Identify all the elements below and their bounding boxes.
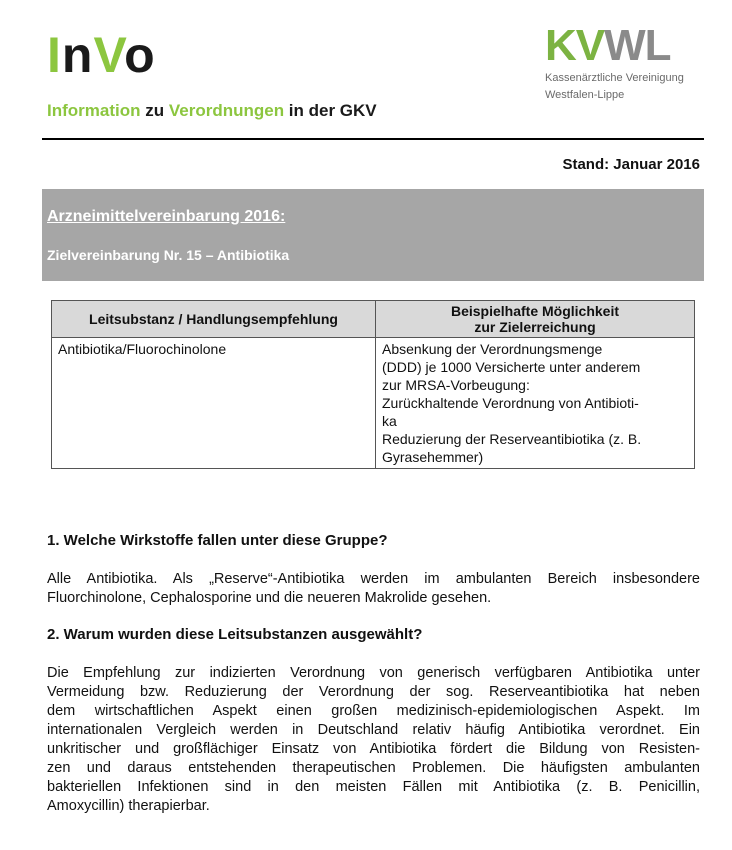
kvwl-logo-kv: KV — [545, 21, 605, 70]
table-cell — [376, 338, 695, 469]
header-divider — [42, 138, 704, 140]
table-cell-line: Gyrasehemmer) — [382, 449, 484, 465]
paragraph-line: Vermeidung bzw. Reduzierung der Verordnung der sog. Reserveantibiotika hat neben — [47, 684, 700, 700]
tagline — [47, 101, 377, 121]
section-heading: 2. Warum wurden diese Leitsubstanzen ausgewählt? — [47, 626, 423, 643]
table-cell-line: zur MRSA-Vorbeugung: — [382, 377, 530, 393]
table-cell-line: Reduzierung der Reserveantibiotika (z. B. — [382, 431, 642, 447]
kvwl-subtitle-line1: Kassenärztliche Vereinigung — [545, 72, 684, 84]
document-title: Arzneimittelvereinbarung 2016: — [47, 208, 286, 225]
paragraph-line: Amoxycillin) therapierbar. — [47, 798, 210, 814]
table-header-row — [52, 301, 695, 338]
table-row — [52, 338, 695, 469]
tagline-part: Verordnungen — [168, 101, 285, 120]
tagline-part: in der GKV — [284, 101, 377, 120]
table-cell-line: Absenkung der Verordnungsmenge — [382, 341, 603, 357]
table-cell-line: (DDD) je 1000 Versicherte unter anderem — [382, 359, 641, 375]
paragraph-line: Fluorchinolone, Cephalosporine und die neueren Makrolide gesehen. — [47, 590, 492, 606]
kvwl-subtitle-line2: Westfalen-Lippe — [545, 89, 625, 101]
section-paragraph — [47, 570, 700, 608]
kvwl-logo-wl: WL — [604, 21, 671, 70]
logo-letter: n — [61, 27, 94, 83]
tagline-part: Information — [47, 101, 141, 120]
logo-letter: V — [93, 27, 125, 83]
paragraph-line: zen und daraus entstehenden therapeutischen Problemen. Die häufigsten ambulanten — [47, 760, 700, 776]
tagline-part: zu — [140, 101, 169, 120]
paragraph-line: unkritischer und großflächiger Einsatz von Antibiotika fördert die Bildung von Resisten- — [47, 741, 700, 757]
section-heading: 1. Welche Wirkstoffe fallen unter diese Gruppe? — [47, 532, 388, 549]
kvwl-logo — [545, 21, 715, 102]
table-cell: Antibiotika/Fluorochinolone — [52, 338, 376, 469]
table-cell-line: Zurückhaltende Verordnung von Antibioti- — [382, 395, 639, 411]
table-header-line: Beispielhafte Möglichkeit — [450, 303, 620, 319]
target-table — [51, 300, 695, 469]
paragraph-line: bakteriellen Infektionen sind in den meisten Fällen mit Antibiotika (z. B. Penicillin, — [47, 779, 700, 795]
table-header-cell: Leitsubstanz / Handlungsempfehlung — [52, 301, 376, 338]
title-box — [42, 189, 704, 281]
paragraph-line: dem wirtschaftlichen Aspekt einen großen medizinisch-epidemiologischen Aspekt. Im — [47, 703, 700, 719]
paragraph-line: Alle Antibiotika. Als „Reserve“-Antibiotika werden im ambulanten Bereich insbesondere — [47, 571, 700, 587]
section-paragraph — [47, 664, 700, 816]
logo-letter: I — [47, 27, 62, 83]
table-header-line: zur Zielerreichung — [474, 319, 596, 335]
paragraph-line: Die Empfehlung zur indizierten Verordnung von generisch verfügbaren Antibiotika unter — [47, 665, 700, 681]
document-date: Stand: Januar 2016 — [562, 156, 700, 173]
paragraph-line: internationalen Vergleich werden in Deutschland relativ häufig Antibiotika verordnet. Ein — [47, 722, 700, 738]
table-header-cell — [376, 301, 695, 338]
document-subtitle: Zielvereinbarung Nr. 15 – Antibiotika — [47, 247, 290, 263]
table-cell-line: ka — [382, 413, 397, 429]
logo-letter: o — [124, 27, 156, 83]
invo-logo — [47, 27, 156, 83]
